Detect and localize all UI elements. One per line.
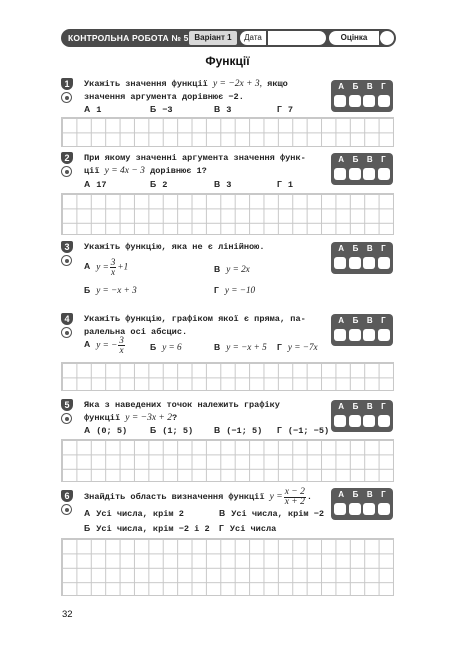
answer-grid[interactable] — [61, 193, 394, 235]
answer-cell[interactable] — [378, 503, 390, 515]
option-d[interactable]: Г y = −10 — [214, 285, 256, 295]
question-number: 6 — [61, 490, 73, 502]
answer-cell[interactable] — [378, 329, 390, 341]
question-number: 3 — [61, 241, 73, 253]
answer-box: А Б В Г — [331, 314, 393, 346]
option-d[interactable]: Г (−1; −5) — [277, 425, 330, 436]
variant-label: Варіант 1 — [189, 31, 237, 45]
answer-cell[interactable] — [334, 503, 346, 515]
bullet-icon — [61, 166, 72, 177]
date-label: Дата — [240, 31, 266, 45]
bullet-icon — [61, 413, 72, 424]
answer-cell[interactable] — [334, 415, 346, 427]
option-c[interactable]: В (−1; 5) — [214, 425, 263, 436]
question-number: 5 — [61, 399, 73, 411]
option-d[interactable]: Г Усі числа — [219, 523, 277, 534]
test-title: КОНТРОЛЬНА РОБОТА № 5 — [68, 33, 189, 43]
answer-grid[interactable] — [61, 117, 394, 147]
grade-label: Оцінка — [329, 31, 379, 45]
answer-cell[interactable] — [334, 329, 346, 341]
answer-cell[interactable] — [349, 168, 361, 180]
option-a[interactable]: А y = − $\frac{3}{x}$ — [84, 335, 124, 355]
option-d[interactable]: Г y = −7x — [277, 342, 318, 352]
answer-cell[interactable] — [363, 415, 375, 427]
question-text: Укажіть функцію, графіком якої є пряма, па- ралельна осі абсцис. — [84, 314, 306, 337]
answer-cell[interactable] — [349, 257, 361, 269]
answer-cell[interactable] — [378, 95, 390, 107]
option-a[interactable]: А y = $\frac{3}{x}$ +1 — [84, 257, 129, 277]
answer-cell[interactable] — [378, 168, 390, 180]
option-d[interactable]: Г 1 — [277, 179, 294, 190]
option-b[interactable]: Б y = 6 — [150, 342, 182, 352]
answer-grid[interactable] — [61, 439, 394, 482]
option-b[interactable]: Б y = −x + 3 — [84, 285, 137, 295]
question-text: Укажіть значення функції y = −2x + 3, якщо значення аргумента дорівнює −2. — [84, 79, 288, 102]
answer-cell[interactable] — [349, 329, 361, 341]
option-c[interactable]: В 3 — [214, 179, 232, 190]
option-a[interactable]: А Усі числа, крім 2 — [84, 508, 184, 519]
answer-box: А Б В Г — [331, 242, 393, 274]
answer-cell[interactable] — [363, 257, 375, 269]
option-b[interactable]: Б −3 — [150, 104, 173, 115]
option-a[interactable]: А 1 — [84, 104, 102, 115]
answer-cell[interactable] — [334, 95, 346, 107]
answer-cell[interactable] — [363, 329, 375, 341]
option-a[interactable]: А (0; 5) — [84, 425, 128, 436]
option-c[interactable]: В 3 — [214, 104, 232, 115]
question-text: Укажіть функцію, яка не є лінійною. — [84, 242, 265, 252]
question-text: Яка з наведених точок належить графіку функції y = −3x + 2? — [84, 400, 280, 423]
answer-cell[interactable] — [349, 95, 361, 107]
bullet-icon — [61, 92, 72, 103]
option-b[interactable]: Б 2 — [150, 179, 168, 190]
question-number: 2 — [61, 152, 73, 164]
answer-grid[interactable] — [61, 538, 394, 596]
option-a[interactable]: А 17 — [84, 179, 107, 190]
question-text: При якому значенні аргумента значення функ- ції y = 4x − 3 дорівнює 1? — [84, 153, 306, 176]
question-text: Знайдіть область визначення функції y = $\frac{x - 2}{x + 2}$ . — [84, 487, 312, 507]
option-c[interactable]: В Усі числа, крім −2 — [219, 508, 325, 519]
bullet-icon — [61, 504, 72, 515]
page-number: 32 — [62, 609, 73, 620]
answer-cell[interactable] — [363, 95, 375, 107]
answer-cell[interactable] — [363, 168, 375, 180]
answer-box: А Б В Г — [331, 400, 393, 432]
answer-cell[interactable] — [349, 415, 361, 427]
bullet-icon — [61, 255, 72, 266]
answer-box: А Б В Г — [331, 488, 393, 520]
option-c[interactable]: В y = 2x — [214, 264, 250, 274]
option-b[interactable]: Б (1; 5) — [150, 425, 194, 436]
answer-cell[interactable] — [349, 503, 361, 515]
answer-box: А Б В Г — [331, 153, 393, 185]
question-number: 4 — [61, 313, 73, 325]
answer-box: А Б В Г — [331, 80, 393, 112]
question-number: 1 — [61, 78, 73, 90]
answer-cell[interactable] — [378, 257, 390, 269]
answer-cell[interactable] — [334, 257, 346, 269]
answer-cell[interactable] — [334, 168, 346, 180]
bullet-icon — [61, 327, 72, 338]
answer-cell[interactable] — [363, 503, 375, 515]
answer-cell[interactable] — [378, 415, 390, 427]
grade-field[interactable] — [380, 31, 394, 45]
answer-grid[interactable] — [61, 362, 394, 391]
option-b[interactable]: Б Усі числа, крім −2 і 2 — [84, 523, 210, 534]
date-field[interactable] — [268, 31, 326, 45]
page-title: Функції — [205, 54, 250, 68]
option-c[interactable]: В y = −x + 5 — [214, 342, 267, 352]
option-d[interactable]: Г 7 — [277, 104, 294, 115]
